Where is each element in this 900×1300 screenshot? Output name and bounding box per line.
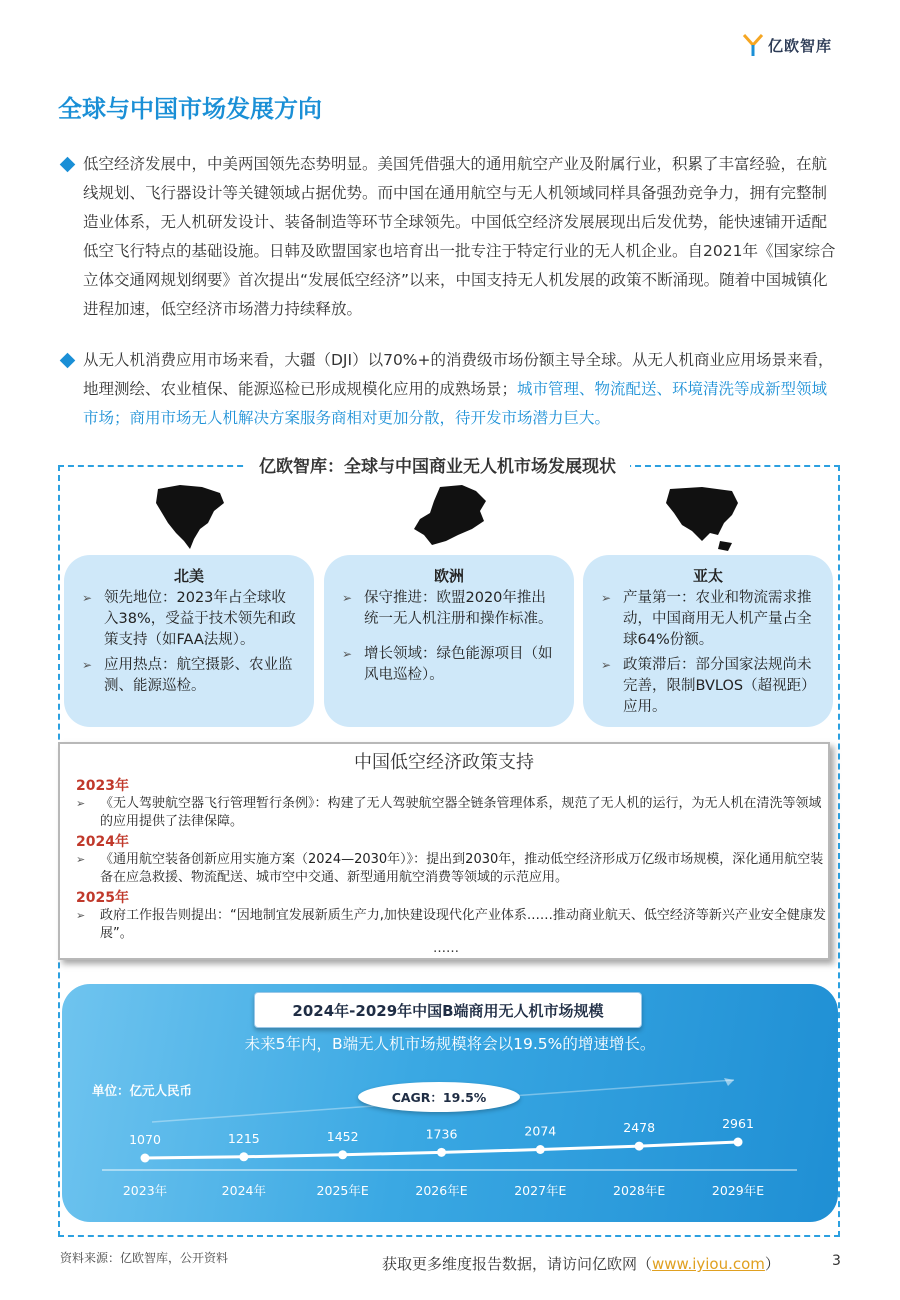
bullet-paragraph-2 — [62, 346, 842, 433]
footer-cta: 获取更多维度报告数据，请访问亿欧网（www.iyiou.com） — [382, 1255, 780, 1273]
region-item: ➢ 领先地位：2023年占全球收入38%，受益于技术领先和政策支持（如FAA法规）。 — [82, 590, 296, 648]
market-title: 2024年-2029年中国B端商用无人机市场规模 — [254, 992, 642, 1028]
europe-map-icon — [410, 483, 490, 553]
bullet-text: 低空经济发展中，中美两国领先态势明显。美国凭借强大的通用航空产业及附属行业，积累了丰富经验，在航线规划、飞行器设计等关键领域占据优势。而中国在通用航空与无人机领域同样具备强劲竞争力，拥有完整制造业体系，无人机研发设计、装备制造等环节全球领先。中国低空经济发展展现出后发优势，能快速铺开适配低空飞行特点的基础设施。日韩及欧盟国家也培育出一批专注于特定行业的无人机企业。自2021年《国家综合立体交通网规划纲要》首次提出“发展低空经济”以来，中国支持无人机发展的政策不断涌现。随着中国城镇化进程加速，低空经济市场潜力持续释放。 — [83, 155, 836, 318]
data-label: 2961 — [722, 1116, 754, 1131]
region-card-north-america — [64, 555, 314, 727]
arrow-bullet-icon: ➢ — [342, 647, 353, 661]
region-name: 亚太 — [692, 567, 723, 585]
page-title: 全球与中国市场发展方向 — [58, 95, 322, 123]
arrow-bullet-icon: ➢ — [601, 658, 612, 672]
arrow-bullet-icon: ➢ — [76, 853, 86, 866]
data-point — [338, 1150, 347, 1159]
diamond-bullet-icon — [60, 353, 76, 369]
arrow-bullet-icon: ➢ — [342, 591, 353, 605]
region-item: ➢ 增长领域：绿色能源项目（如风电巡检）。 — [342, 646, 553, 683]
data-label: 2074 — [524, 1123, 557, 1139]
logo-text: 亿欧智库 — [768, 36, 833, 55]
arrow-bullet-icon: ➢ — [82, 658, 93, 672]
region-card-asia-pacific — [583, 555, 833, 727]
brand-logo — [742, 30, 852, 60]
x-tick-label: 2027年E — [514, 1183, 567, 1198]
source-note: 资料来源：亿欧智库，公开资料 — [60, 1251, 229, 1265]
arrow-bullet-icon: ➢ — [601, 591, 612, 605]
region-name: 欧洲 — [433, 567, 464, 585]
policy-title: 中国低空经济政策支持 — [354, 752, 534, 773]
website-link[interactable]: www.iyiou.com — [652, 1255, 765, 1273]
bullet-highlight-text: 城市管理、物流配送、环境清洗等成新型领域市场；商用市场无人机解决方案服务商相对更加分散，待开发市场潜力巨大。 — [83, 380, 828, 427]
frame-title: 亿欧智库：全球与中国商业无人机市场发展现状 — [245, 452, 630, 477]
region-item: ➢ 政策滞后：部分国家法规尚未完善，限制BVLOS（超视距）应用。 — [601, 657, 812, 715]
policy-ellipsis: …… — [433, 941, 459, 956]
data-label: 1215 — [227, 1130, 260, 1146]
arrow-bullet-icon: ➢ — [76, 909, 86, 922]
region-item: ➢ 保守推进：欧盟2020年推出统一无人机注册和操作标准。 — [342, 590, 553, 627]
data-label: 1452 — [326, 1128, 359, 1144]
data-point — [536, 1145, 545, 1154]
chart-unit-label: 单位：亿元人民币 — [92, 1083, 193, 1098]
logo-y-icon — [742, 33, 764, 57]
x-tick-label: 2028年E — [613, 1183, 666, 1198]
x-tick-label: 2024年 — [221, 1183, 266, 1198]
data-point — [734, 1138, 743, 1147]
policy-item: ➢ 政府工作报告则提出：“因地制宜发展新质生产力,加快建设现代化产业体系……推动商业航天、低空经济等新兴产业安全健康发展”。 — [76, 908, 826, 941]
region-item: ➢ 应用热点：航空摄影、农业监测、能源巡检。 — [82, 657, 293, 694]
x-tick-label: 2023年 — [122, 1183, 168, 1198]
x-tick-label: 2025年E — [316, 1183, 369, 1198]
policy-list — [76, 775, 830, 955]
trend-arrow-head-icon — [724, 1078, 734, 1086]
cagr-badge: CAGR：19.5% — [358, 1082, 520, 1112]
data-label: 2478 — [623, 1120, 656, 1136]
diamond-bullet-icon — [60, 157, 76, 173]
arrow-bullet-icon: ➢ — [82, 591, 93, 605]
x-tick-label: 2029年E — [711, 1183, 765, 1198]
region-card-europe — [324, 555, 574, 727]
data-point — [239, 1152, 248, 1161]
data-label: 1736 — [425, 1126, 458, 1142]
policy-item: ➢ 《无人驾驶航空器飞行管理暂行条例》：构建了无人驾驶航空器全链条管理体系，规范了无人机的运行，为无人机在清洗等领域的应用提供了法律保障。 — [76, 796, 822, 829]
policy-year: 2023年 — [76, 778, 129, 794]
data-point — [635, 1142, 644, 1151]
x-tick-label: 2026年E — [415, 1183, 468, 1198]
policy-year: 2024年 — [76, 834, 129, 850]
north-america-map-icon — [150, 483, 230, 553]
bullet-text: 从无人机消费应用市场来看，大疆（DJI）以70%+的消费级市场份额主导全球。从无人机商业应用场景来看，地理测绘、农业植保、能源巡检已形成规模化应用的成熟场景； — [83, 351, 834, 398]
arrow-bullet-icon: ➢ — [76, 797, 86, 810]
data-label: 1070 — [129, 1132, 161, 1147]
region-name: 北美 — [173, 567, 204, 585]
data-point — [141, 1154, 150, 1163]
region-item: ➢ 产量第一：农业和物流需求推动，中国商用无人机产量占全球64%份额。 — [601, 590, 812, 648]
asia-pacific-map-icon — [662, 483, 742, 553]
page-number: 3 — [832, 1253, 841, 1269]
market-subtitle: 未来5年内，B端无人机市场规模将会以19.5%的增速增长。 — [244, 1035, 656, 1053]
policy-item: ➢ 《通用航空装备创新应用实施方案（2024—2030年）》：提出到2030年，推动低空经济形成万亿级市场规模，深化通用航空装备在应急救援、物流配送、城市空中交通、新型通用航空消费等领域的示范应用。 — [76, 852, 824, 885]
policy-year: 2025年 — [76, 890, 129, 906]
data-point — [437, 1148, 446, 1157]
bullet-paragraph-1 — [62, 150, 842, 324]
